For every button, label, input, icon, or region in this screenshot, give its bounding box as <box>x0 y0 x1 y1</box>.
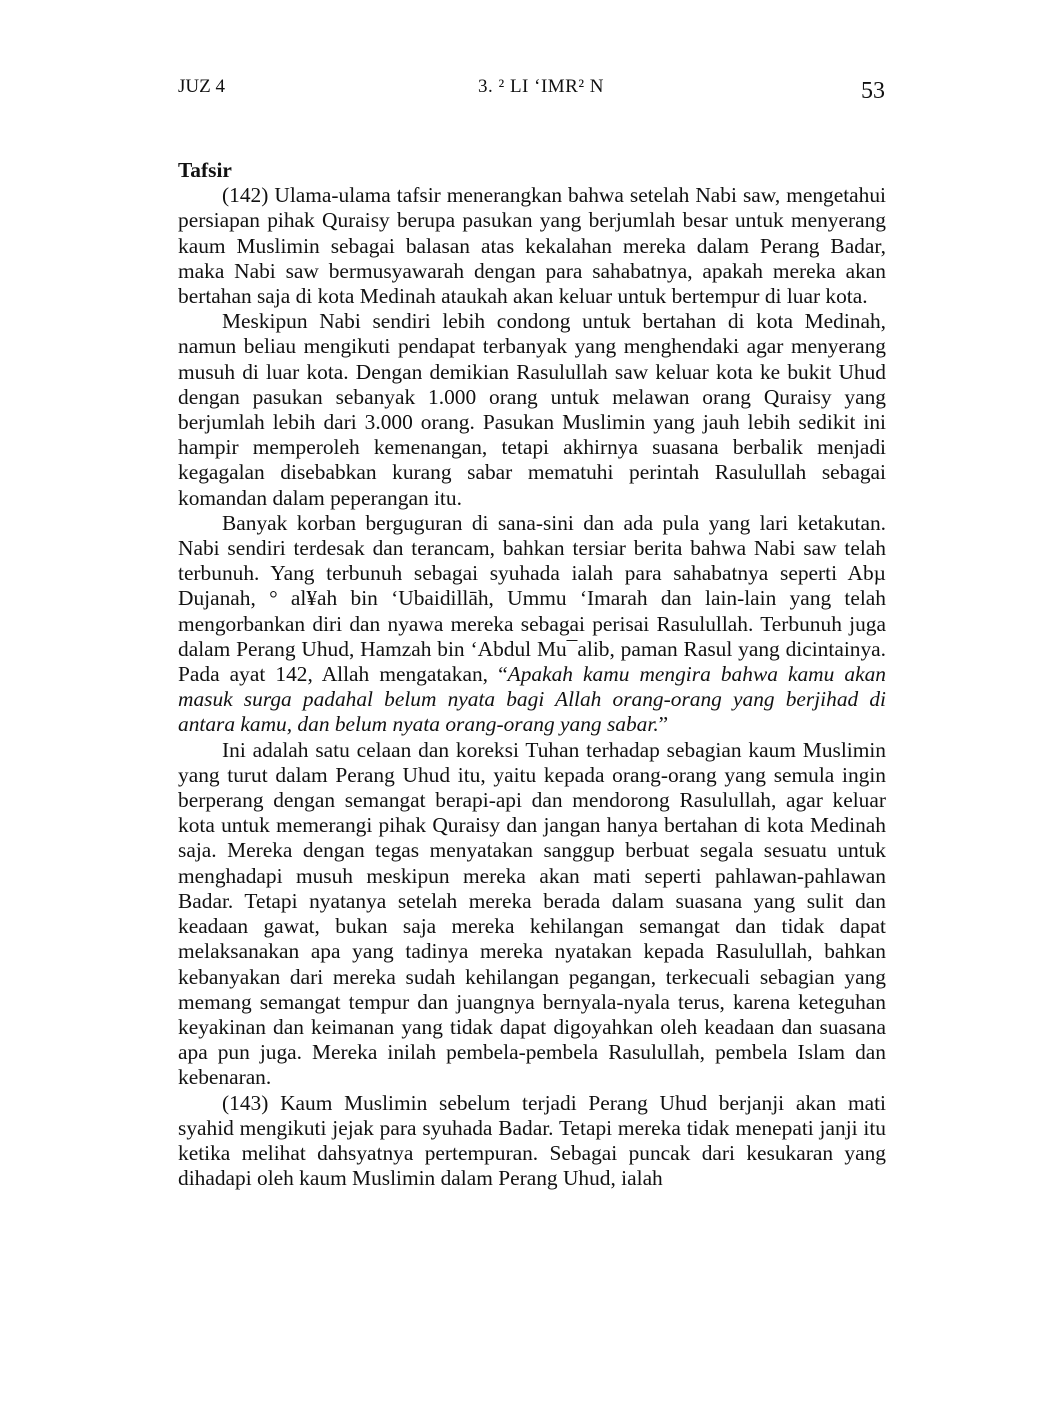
juz-label: JUZ 4 <box>178 76 225 97</box>
page-body <box>178 158 886 1191</box>
quote-open-mark: “ <box>498 662 508 687</box>
paragraph-meskipun: Meskipun Nabi sendiri lebih condong untuk bertahan di kota Medinah, namun beliau mengikuti pendapat terbanyak yang menghendaki agar menyerang musuh di luar kota. Dengan demikian Rasulullah saw keluar kota ke bukit Uhud dengan pasukan sebanyak 1.000 orang untuk melawan orang Quraisy yang berjumlah lebih dari 3.000 orang. Pasukan Muslimin yang jauh lebih sedikit ini hampir memperoleh kemenangan, tetapi akhirnya suasana berbalik menjadi kegagalan disebabkan kurang sabar mematuhi perintah Rasulullah sebagai komandan dalam peperangan itu. <box>178 309 886 510</box>
paragraph-banyak-korban-text: Banyak korban berguguran di sana-sini dan ada pula yang lari ketakutan. Nabi sendiri terdesak dan terancam, bahkan tersiar berita bahwa Nabi saw telah terbunuh. Yang terbunuh sebagai syuhada ialah para sahabatnya seperti Abµ Dujanah, ° al¥ah bin ‘Ubaidillāh, Ummu ‘Imarah dan lain-lain yang telah mengorbankan diri dan nyawa mereka sebagai perisai Rasulullah. Terbunuh juga dalam Perang Uhud, Hamzah bin ‘Abdul Mu¯alib, paman Rasul yang dicintainya. Pada ayat 142, Allah mengatakan, <box>178 510 886 687</box>
paragraph-celaan: Ini adalah satu celaan dan koreksi Tuhan terhadap sebagian kaum Muslimin yang turut dalam Perang Uhud itu, yaitu kepada orang-orang yang semula ingin berperang dengan semangat berapi-api dan mendorong Rasulullah, agar keluar kota untuk memerangi pihak Quraisy dan jangan hanya bertahan di kota Medinah saja. Mereka dengan tegas menyatakan sanggup berbuat segala sesuatu untuk menghadapi musuh meskipun mereka akan mati seperti pahlawan-pahlawan Badar. Tetapi nyatanya setelah mereka berada dalam suasana yang sulit dan keadaan gawat, bukan saja mereka kehilangan semangat dan tidak dapat melaksanakan apa yang tadinya mereka nyatakan kepada Rasulullah, bahkan kebanyakan dari mereka sudah kehilangan pegangan, terkecuali sebagian yang memang semangat tempur dan juangnya bernyala-nyala terus, karena keteguhan keyakinan dan keimanan yang tidak dapat digoyahkan oleh keadaan dan suasana apa pun juga. Mereka inilah pembela-pembela Rasulullah, pembela Islam dan kebenaran. <box>178 737 886 1090</box>
verse-quote: Apakah kamu mengira bahwa kamu akan masuk surga padahal belum nyata bagi Allah orang-orang yang berjihad di antara kamu, dan belum nyata orang-orang yang sabar. <box>178 662 886 737</box>
surah-title: 3. ² LI ‘IMR² N <box>478 76 605 97</box>
paragraph-banyak-korban <box>178 511 886 738</box>
page-header <box>178 72 885 108</box>
paragraph-142: (142) Ulama-ulama tafsir menerangkan bahwa setelah Nabi saw, mengetahui persiapan pihak Quraisy berupa pasukan yang berjumlah besar untuk menyerang kaum Muslimin sebagai balasan atas kekalahan mereka dalam Perang Badar, maka Nabi saw bermusyawarah dengan para sahabatnya, apakah mereka akan bertahan saja di kota Medinah ataukah akan keluar untuk bertempur di luar kota. <box>178 183 886 309</box>
section-heading: Tafsir <box>178 158 232 182</box>
quote-close-mark: ” <box>658 712 669 737</box>
paragraph-143: (143) Kaum Muslimin sebelum terjadi Perang Uhud berjanji akan mati syahid mengikuti jejak para syuhada Badar. Tetapi mereka tidak menepati janji itu ketika melihat dahsyatnya pertempuran. Sebagai puncak dari kesukaran yang dihadapi oleh kaum Muslimin dalam Perang Uhud, ialah <box>178 1090 886 1191</box>
page-number: 53 <box>861 78 885 104</box>
